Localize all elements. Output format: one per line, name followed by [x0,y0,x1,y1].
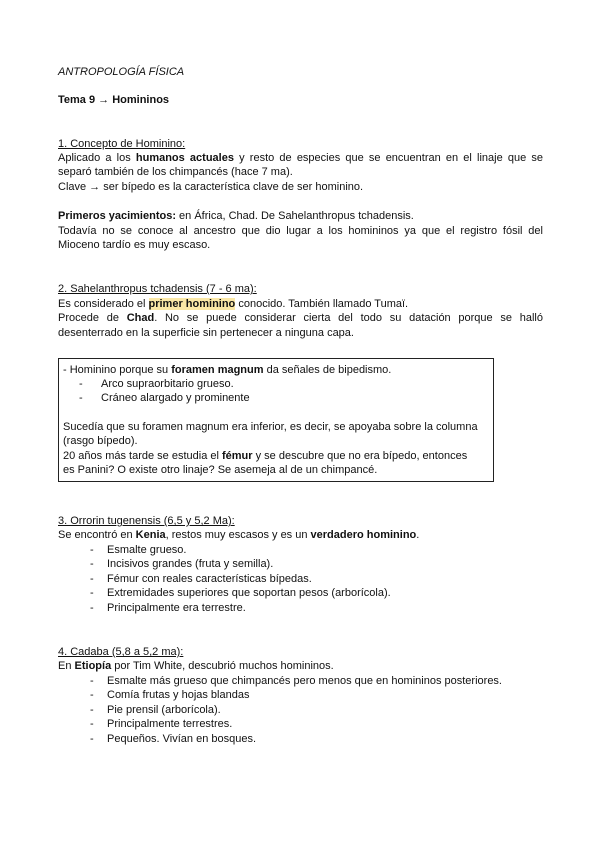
box-line-5: (rasgo bípedo). [63,435,138,447]
s1-line-3: Clave → ser bípedo es la característica clave de ser hominino. [58,181,364,193]
list-item: - Esmalte grueso. [90,544,187,556]
s1-line-4: Primeros yacimientos: en África, Chad. De Sahelanthropus tchadensis. [58,210,414,222]
list-item: - Esmalte más grueso que chimpancés pero menos que en homininos posteriores. [90,675,502,687]
list-item: - Fémur con reales características bípedas. [90,573,312,585]
box-bullet-1: - Arco supraorbitario grueso. [79,378,234,390]
s1-line-1: Aplicado a los humanos actuales y resto de especies que se encuentran en el linaje que se [58,152,544,164]
list-item: - Principalmente era terrestre. [90,602,246,614]
s1-line-2: separó también de los chimpancés (hace 7 ma). [58,166,293,178]
section-2-title: 2. Sahelanthropus tchadensis (7 - 6 ma): [58,283,257,295]
subject-title: ANTROPOLOGÍA FÍSICA [58,66,185,78]
box-line-6: 20 años más tarde se estudia el fémur y se descubre que no era bípedo, entonces [63,450,468,462]
list-item: - Principalmente terrestres. [90,718,233,730]
topic-title: Tema 9 → Homininos [58,94,170,106]
s3-line-1: Se encontró en Kenia, restos muy escasos y es un verdadero hominino. [58,529,420,541]
list-item: - Extremidades superiores que soportan pesos (arborícola). [90,587,391,599]
box-line-7: es Panini? O existe otro linaje? Se asemeja al de un chimpancé. [63,464,378,476]
section-4-title: 4. Cadaba (5,8 a 5,2 ma): [58,646,184,658]
s1-line-5: Todavía no se conoce al ancestro que dio lugar a los homininos ya que el registro fósil del [58,225,543,237]
list-item: - Pequeños. Vivían en bosques. [90,733,257,745]
list-item: - Incisivos grandes (fruta y semilla). [90,558,274,570]
list-item: - Comía frutas y hojas blandas [90,689,250,701]
s2-line-3: desenterrado en la superficie sin pertenecer a ninguna capa. [58,327,354,339]
note-box [58,358,494,482]
s2-line-1: Es considerado el primer hominino conocido. También llamado Tumaï. [58,298,409,310]
highlight-primer-hominino: primer hominino [148,298,236,310]
section-1-title: 1. Concepto de Hominino: [58,138,186,150]
box-bullet-2: - Cráneo alargado y prominente [79,392,250,404]
s2-line-2: Procede de Chad. No se puede considerar cierta del todo su datación porque se halló [58,312,543,324]
box-line-1: - Hominino porque su foramen magnum da señales de bipedismo. [63,364,392,376]
section-3-title: 3. Orrorin tugenensis (6,5 y 5,2 Ma): [58,515,235,527]
box-line-4: Sucedía que su foramen magnum era inferior, es decir, se apoyaba sobre la columna [63,421,478,433]
s1-line-6: Mioceno tardío es muy escaso. [58,239,211,251]
s4-line-1: En Etiopía por Tim White, descubrió muchos homininos. [58,660,334,672]
list-item: - Pie prensil (arborícola). [90,704,221,716]
